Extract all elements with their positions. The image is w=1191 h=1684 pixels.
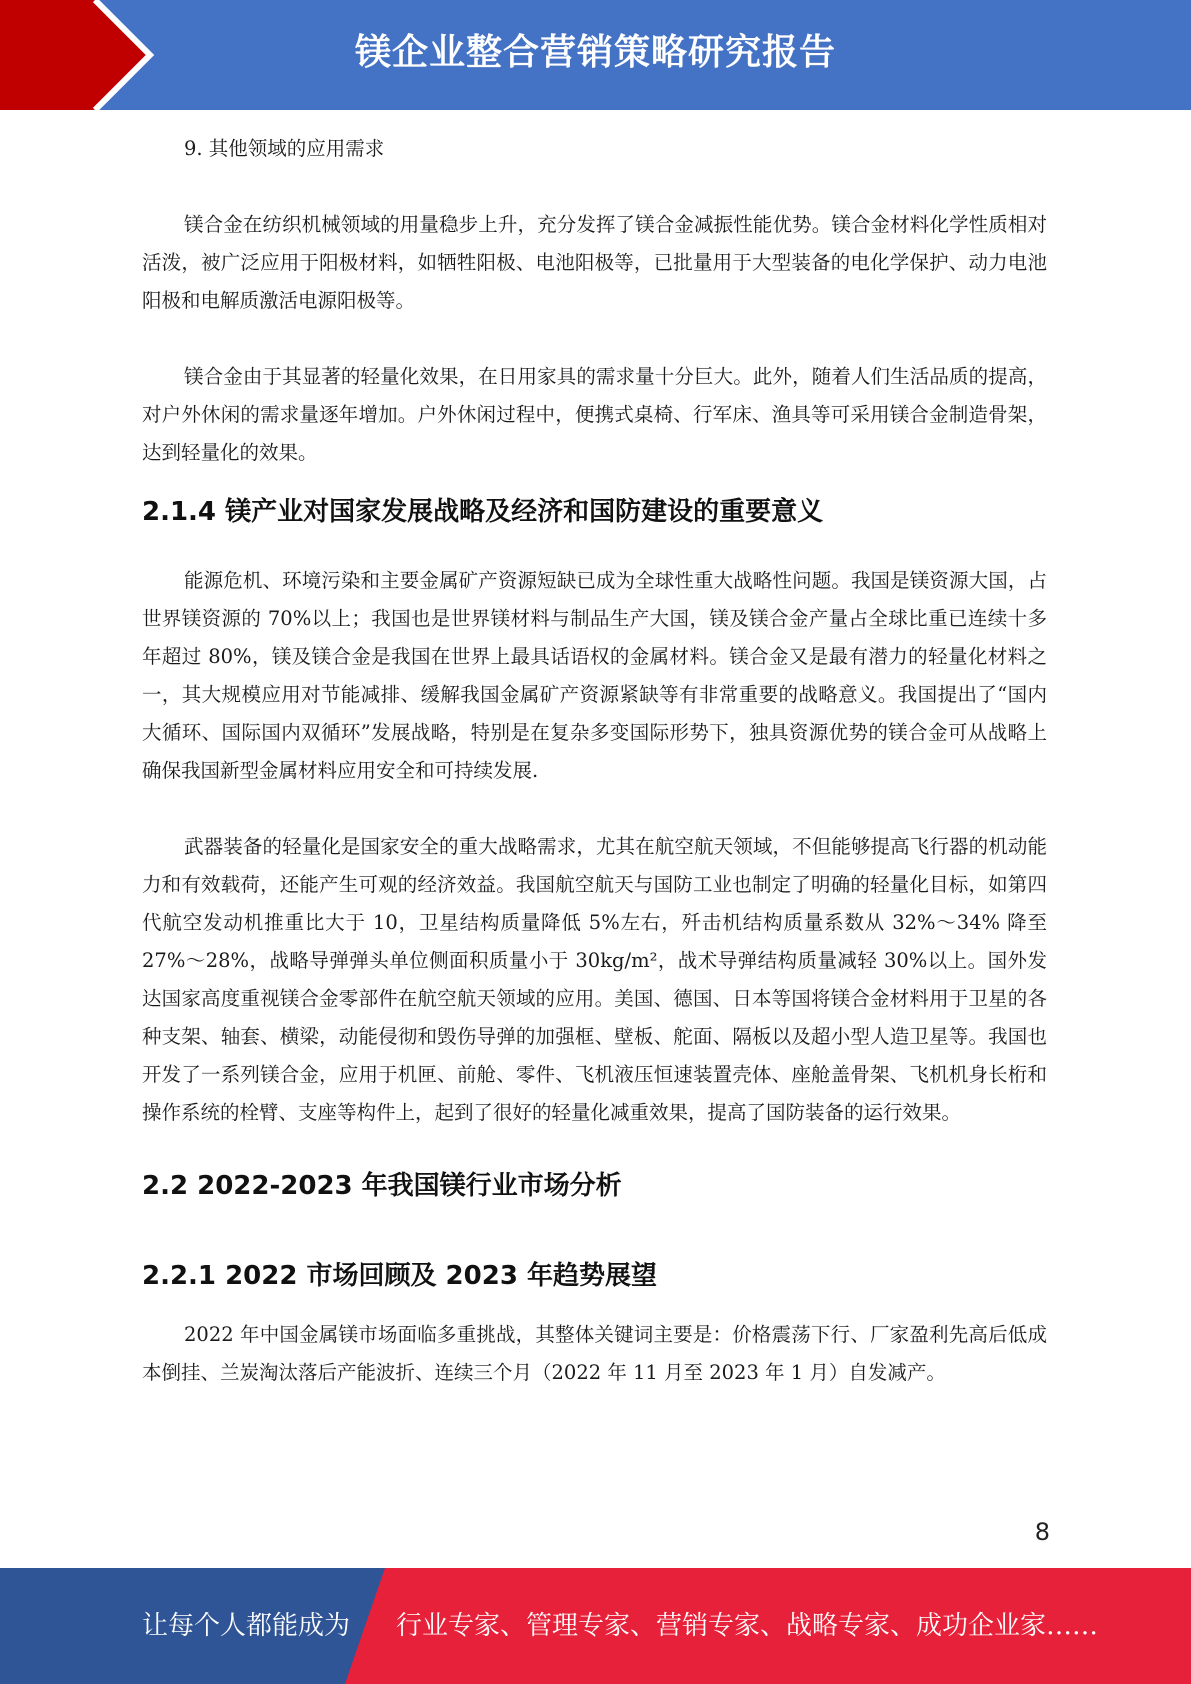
page-number: 8 (1034, 1518, 1050, 1546)
paragraph-textile-anode: 镁合金在纺织机械领域的用量稳步上升，充分发挥了镁合金减振性能优势。镁合金材料化学性质相对活泼，被广泛应用于阳极材料，如牺牲阳极、电池阳极等，已批量用于大型装备的电化学保护、动力电池阳极和电解质激活电源阳极等。 (142, 213, 1047, 312)
page-content (142, 130, 1047, 1392)
section-heading-2-2-1: 2.2.1 2022 市场回顾及 2023 年趋势展望 (142, 1261, 657, 1291)
paragraph-furniture-outdoor: 镁合金由于其显著的轻量化效果，在日用家具的需求量十分巨大。此外，随着人们生活品质的提高，对户外休闲的需求量逐年增加。户外休闲过程中，便携式桌椅、行军床、渔具等可采用镁合金制造骨架，达到轻量化的效果。 (142, 365, 1047, 464)
page-header (0, 0, 1191, 110)
report-title: 镁企业整合营销策略研究报告 (354, 32, 836, 73)
paragraph-2022-market-review: 2022 年中国金属镁市场面临多重挑战，其整体关键词主要是：价格震荡下行、厂家盈利先高后低成本倒挂、兰炭淘汰落后产能波折、连续三个月（2022 年 11 月至 2023 年 1 月）自发减产。 (142, 1323, 1047, 1384)
list-item-9: 9. 其他领域的应用需求 (184, 137, 385, 160)
paragraph-defense-lightweight: 武器装备的轻量化是国家安全的重大战略需求，尤其在航空航天领域，不但能够提高飞行器的机动能力和有效载荷，还能产生可观的经济效益。我国航空航天与国防工业也制定了明确的轻量化目标，如第四代航空发动机推重比大于 10，卫星结构质量降低 5%左右，歼击机结构质量系数从 32%～34% 降至 27%～28%，战略导弹弹头单位侧面积质量小于 30kg/m²，战术导弹结构质量减轻 30%以上。国外发达国家高度重视镁合金零部件在航空航天领域的应用。美国、德国、日本等国将镁合金材料用于卫星的各种支架、轴套、横梁，动能侵彻和毁伤导弹的加强框、壁板、舵面、隔板以及超小型人造卫星等。我国也开发了一系列镁合金，应用于机匣、前舱、零件、飞机液压恒速装置壳体、座舱盖骨架、飞机机身长桁和操作系统的栓臂、支座等构件上，起到了很好的轻量化减重效果，提高了国防装备的运行效果。 (142, 835, 1047, 1124)
section-heading-2-1-4: 2.1.4 镁产业对国家发展战略及经济和国防建设的重要意义 (142, 497, 824, 527)
page-footer (0, 1568, 1191, 1684)
footer-slogan-left: 让每个人都能成为 (142, 1611, 351, 1641)
paragraph-strategic-resources: 能源危机、环境污染和主要金属矿产资源短缺已成为全球性重大战略性问题。我国是镁资源大国，占世界镁资源的 70%以上；我国也是世界镁材料与制品生产大国，镁及镁合金产量占全球比重已连续十多年超过 80%，镁及镁合金是我国在世界上最具话语权的金属材料。镁合金又是最有潜力的轻量化材料之一，其大规模应用对节能减排、缓解我国金属矿产资源紧缺等有非常重要的战略意义。我国提出了“国内大循环、国际国内双循环”发展战略，特别是在复杂多变国际形势下，独具资源优势的镁合金可从战略上确保我国新型金属材料应用安全和可持续发展. (142, 569, 1047, 782)
section-heading-2-2: 2.2 2022-2023 年我国镁行业市场分析 (142, 1171, 622, 1201)
footer-slogan-right: 行业专家、管理专家、营销专家、战略专家、成功企业家…… (396, 1611, 1099, 1641)
